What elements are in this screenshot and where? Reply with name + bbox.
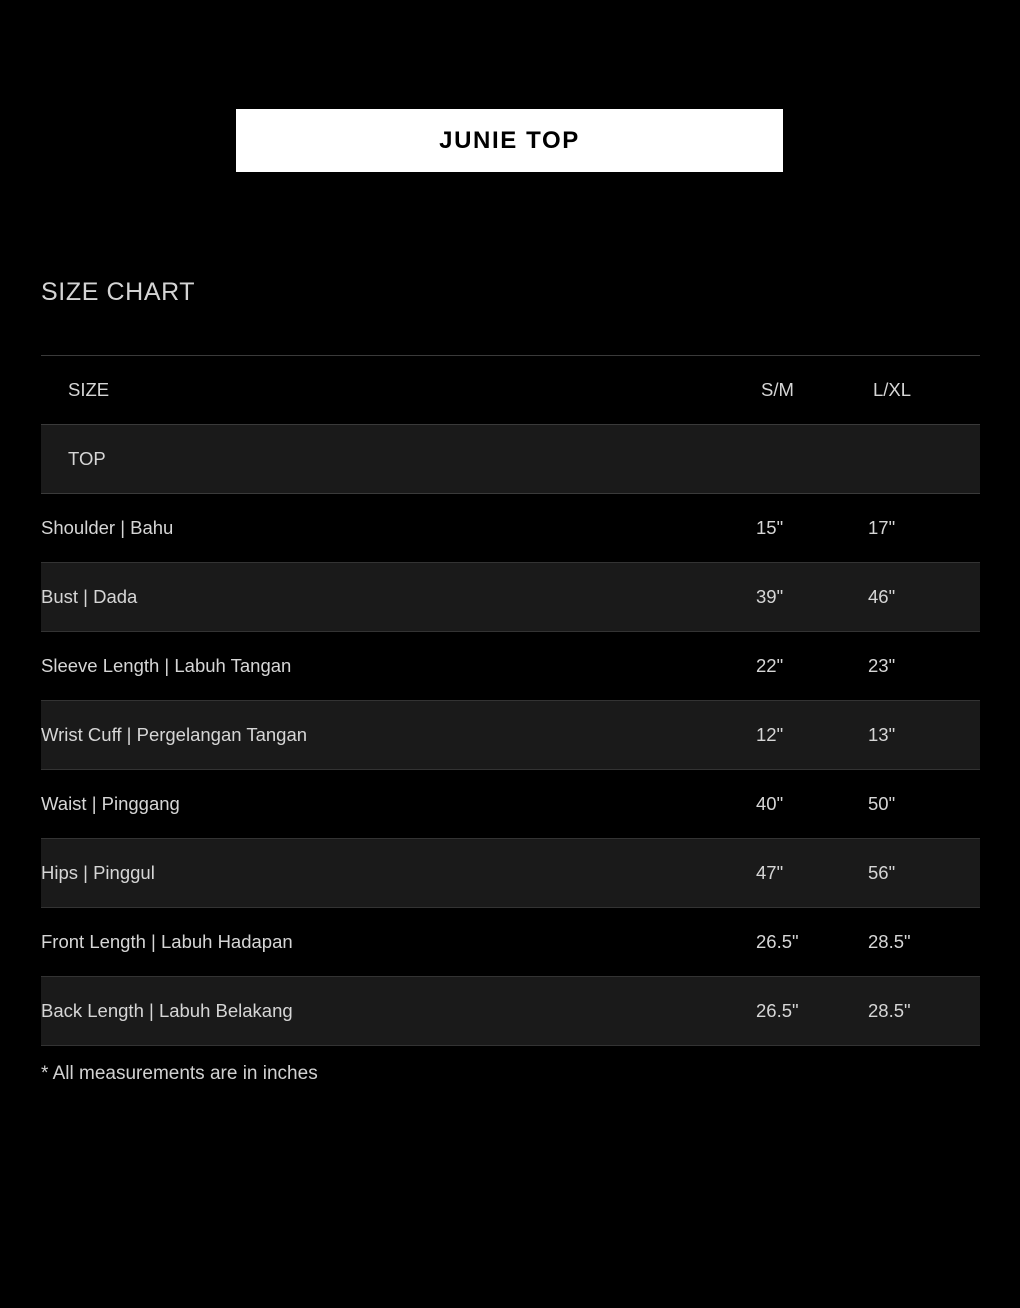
measurement-sm: 22" xyxy=(756,632,868,701)
table-group-row xyxy=(41,425,980,494)
measurement-sm: 26.5" xyxy=(756,977,868,1046)
table-row xyxy=(41,494,980,563)
measurement-label: Sleeve Length | Labuh Tangan xyxy=(41,632,756,701)
product-title-banner xyxy=(236,109,783,172)
measurement-label: Wrist Cuff | Pergelangan Tangan xyxy=(41,701,756,770)
measurement-lxl: 50" xyxy=(868,770,980,839)
measurement-label: Hips | Pinggul xyxy=(41,839,756,908)
page-title: JUNIE TOP xyxy=(439,126,580,154)
measurement-sm: 40" xyxy=(756,770,868,839)
measurement-lxl: 17" xyxy=(868,494,980,563)
measurement-lxl: 23" xyxy=(868,632,980,701)
measurement-label: Shoulder | Bahu xyxy=(41,494,756,563)
group-spacer-sm xyxy=(756,425,868,494)
table-header-row xyxy=(41,356,980,425)
group-label: TOP xyxy=(41,425,756,494)
measurement-lxl: 56" xyxy=(868,839,980,908)
measurement-label: Waist | Pinggang xyxy=(41,770,756,839)
measurement-lxl: 13" xyxy=(868,701,980,770)
column-header-sm: S/M xyxy=(756,356,868,425)
size-chart-table xyxy=(41,355,980,1046)
measurement-sm: 15" xyxy=(756,494,868,563)
measurement-footnote: * All measurements are in inches xyxy=(41,1063,318,1084)
measurement-sm: 26.5" xyxy=(756,908,868,977)
measurement-label: Bust | Dada xyxy=(41,563,756,632)
measurement-lxl: 28.5" xyxy=(868,908,980,977)
measurement-sm: 39" xyxy=(756,563,868,632)
table-row xyxy=(41,632,980,701)
table-row xyxy=(41,908,980,977)
table-row xyxy=(41,977,980,1046)
table-row xyxy=(41,563,980,632)
column-header-lxl: L/XL xyxy=(868,356,980,425)
table-row xyxy=(41,770,980,839)
measurement-sm: 47" xyxy=(756,839,868,908)
measurement-lxl: 28.5" xyxy=(868,977,980,1046)
group-spacer-lxl xyxy=(868,425,980,494)
measurement-label: Front Length | Labuh Hadapan xyxy=(41,908,756,977)
size-chart-table-wrapper xyxy=(41,355,980,1046)
section-heading: SIZE CHART xyxy=(41,278,196,306)
column-header-size: SIZE xyxy=(41,356,756,425)
measurement-lxl: 46" xyxy=(868,563,980,632)
table-row xyxy=(41,839,980,908)
measurement-label: Back Length | Labuh Belakang xyxy=(41,977,756,1046)
measurement-sm: 12" xyxy=(756,701,868,770)
table-row xyxy=(41,701,980,770)
